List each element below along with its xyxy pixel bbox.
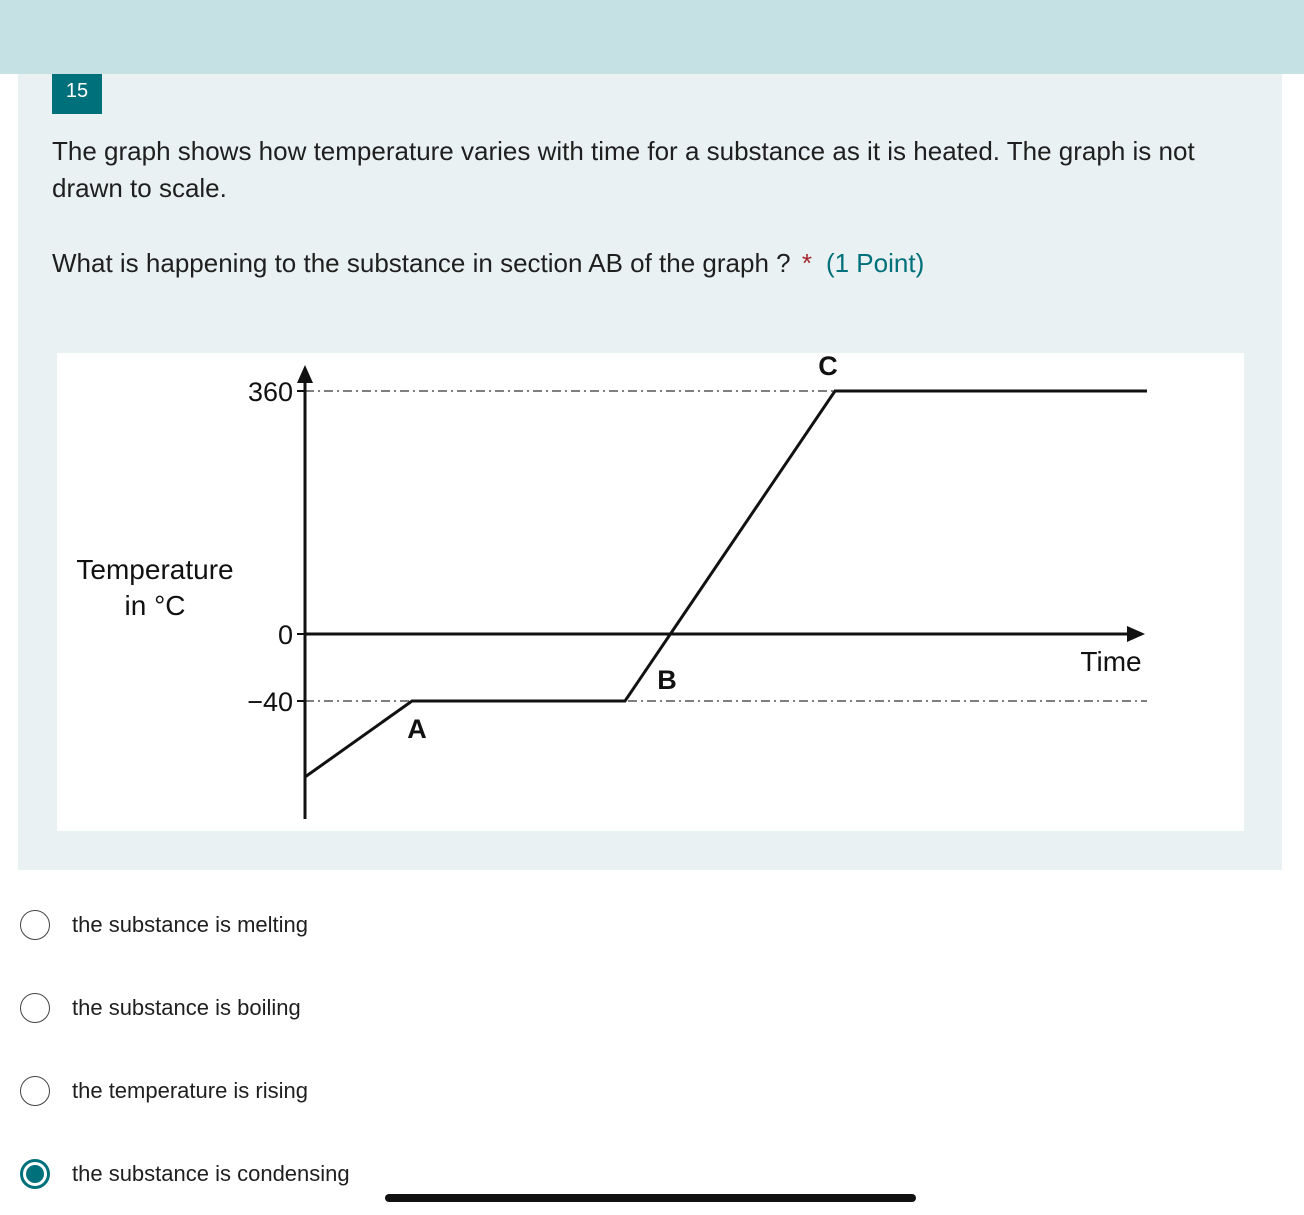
radio-unselected-icon[interactable] <box>20 910 50 940</box>
y-axis-label: Temperature <box>76 554 234 585</box>
answer-option-label: the temperature is rising <box>72 1078 308 1103</box>
point-label-b: B <box>657 665 677 695</box>
question-number-badge: 15 <box>52 74 102 114</box>
answer-option-label: the substance is condensing <box>72 1161 350 1186</box>
home-indicator <box>385 1194 916 1202</box>
points-label: (1 Point) <box>825 248 925 278</box>
temperature-line <box>305 391 1147 777</box>
answer-option-label: the substance is melting <box>72 912 309 937</box>
question-prompt-line <box>52 245 924 282</box>
radio-unselected-icon[interactable] <box>20 993 50 1023</box>
question-text: The graph shows how temperature varies with time for a substance as it is heated. The graph is not drawn to scale. <box>52 136 1195 203</box>
question-prompt: What is happening to the substance in section AB of the graph ? <box>52 248 791 278</box>
required-marker: * <box>801 248 812 278</box>
y-tick-label: 0 <box>277 620 293 650</box>
point-label-a: A <box>407 714 427 744</box>
y-tick-label: −40 <box>247 687 293 717</box>
x-axis-label: Time <box>1080 646 1142 677</box>
answer-option[interactable] <box>20 905 520 945</box>
temperature-time-graph <box>57 353 1244 831</box>
answer-option[interactable] <box>20 988 520 1028</box>
answer-option[interactable] <box>20 1154 520 1194</box>
radio-unselected-icon[interactable] <box>20 1076 50 1106</box>
y-tick-label: 360 <box>247 377 293 407</box>
top-banner <box>0 0 1304 74</box>
y-axis-unit-label: in °C <box>124 590 186 621</box>
y-axis-arrow-icon <box>297 365 313 383</box>
radio-selected-icon[interactable] <box>20 1159 50 1189</box>
answer-option-label: the substance is boiling <box>72 995 301 1020</box>
answer-option[interactable] <box>20 1071 520 1111</box>
x-axis-arrow-icon <box>1127 626 1145 642</box>
point-label-c: C <box>818 353 838 381</box>
graph-image <box>57 353 1244 831</box>
